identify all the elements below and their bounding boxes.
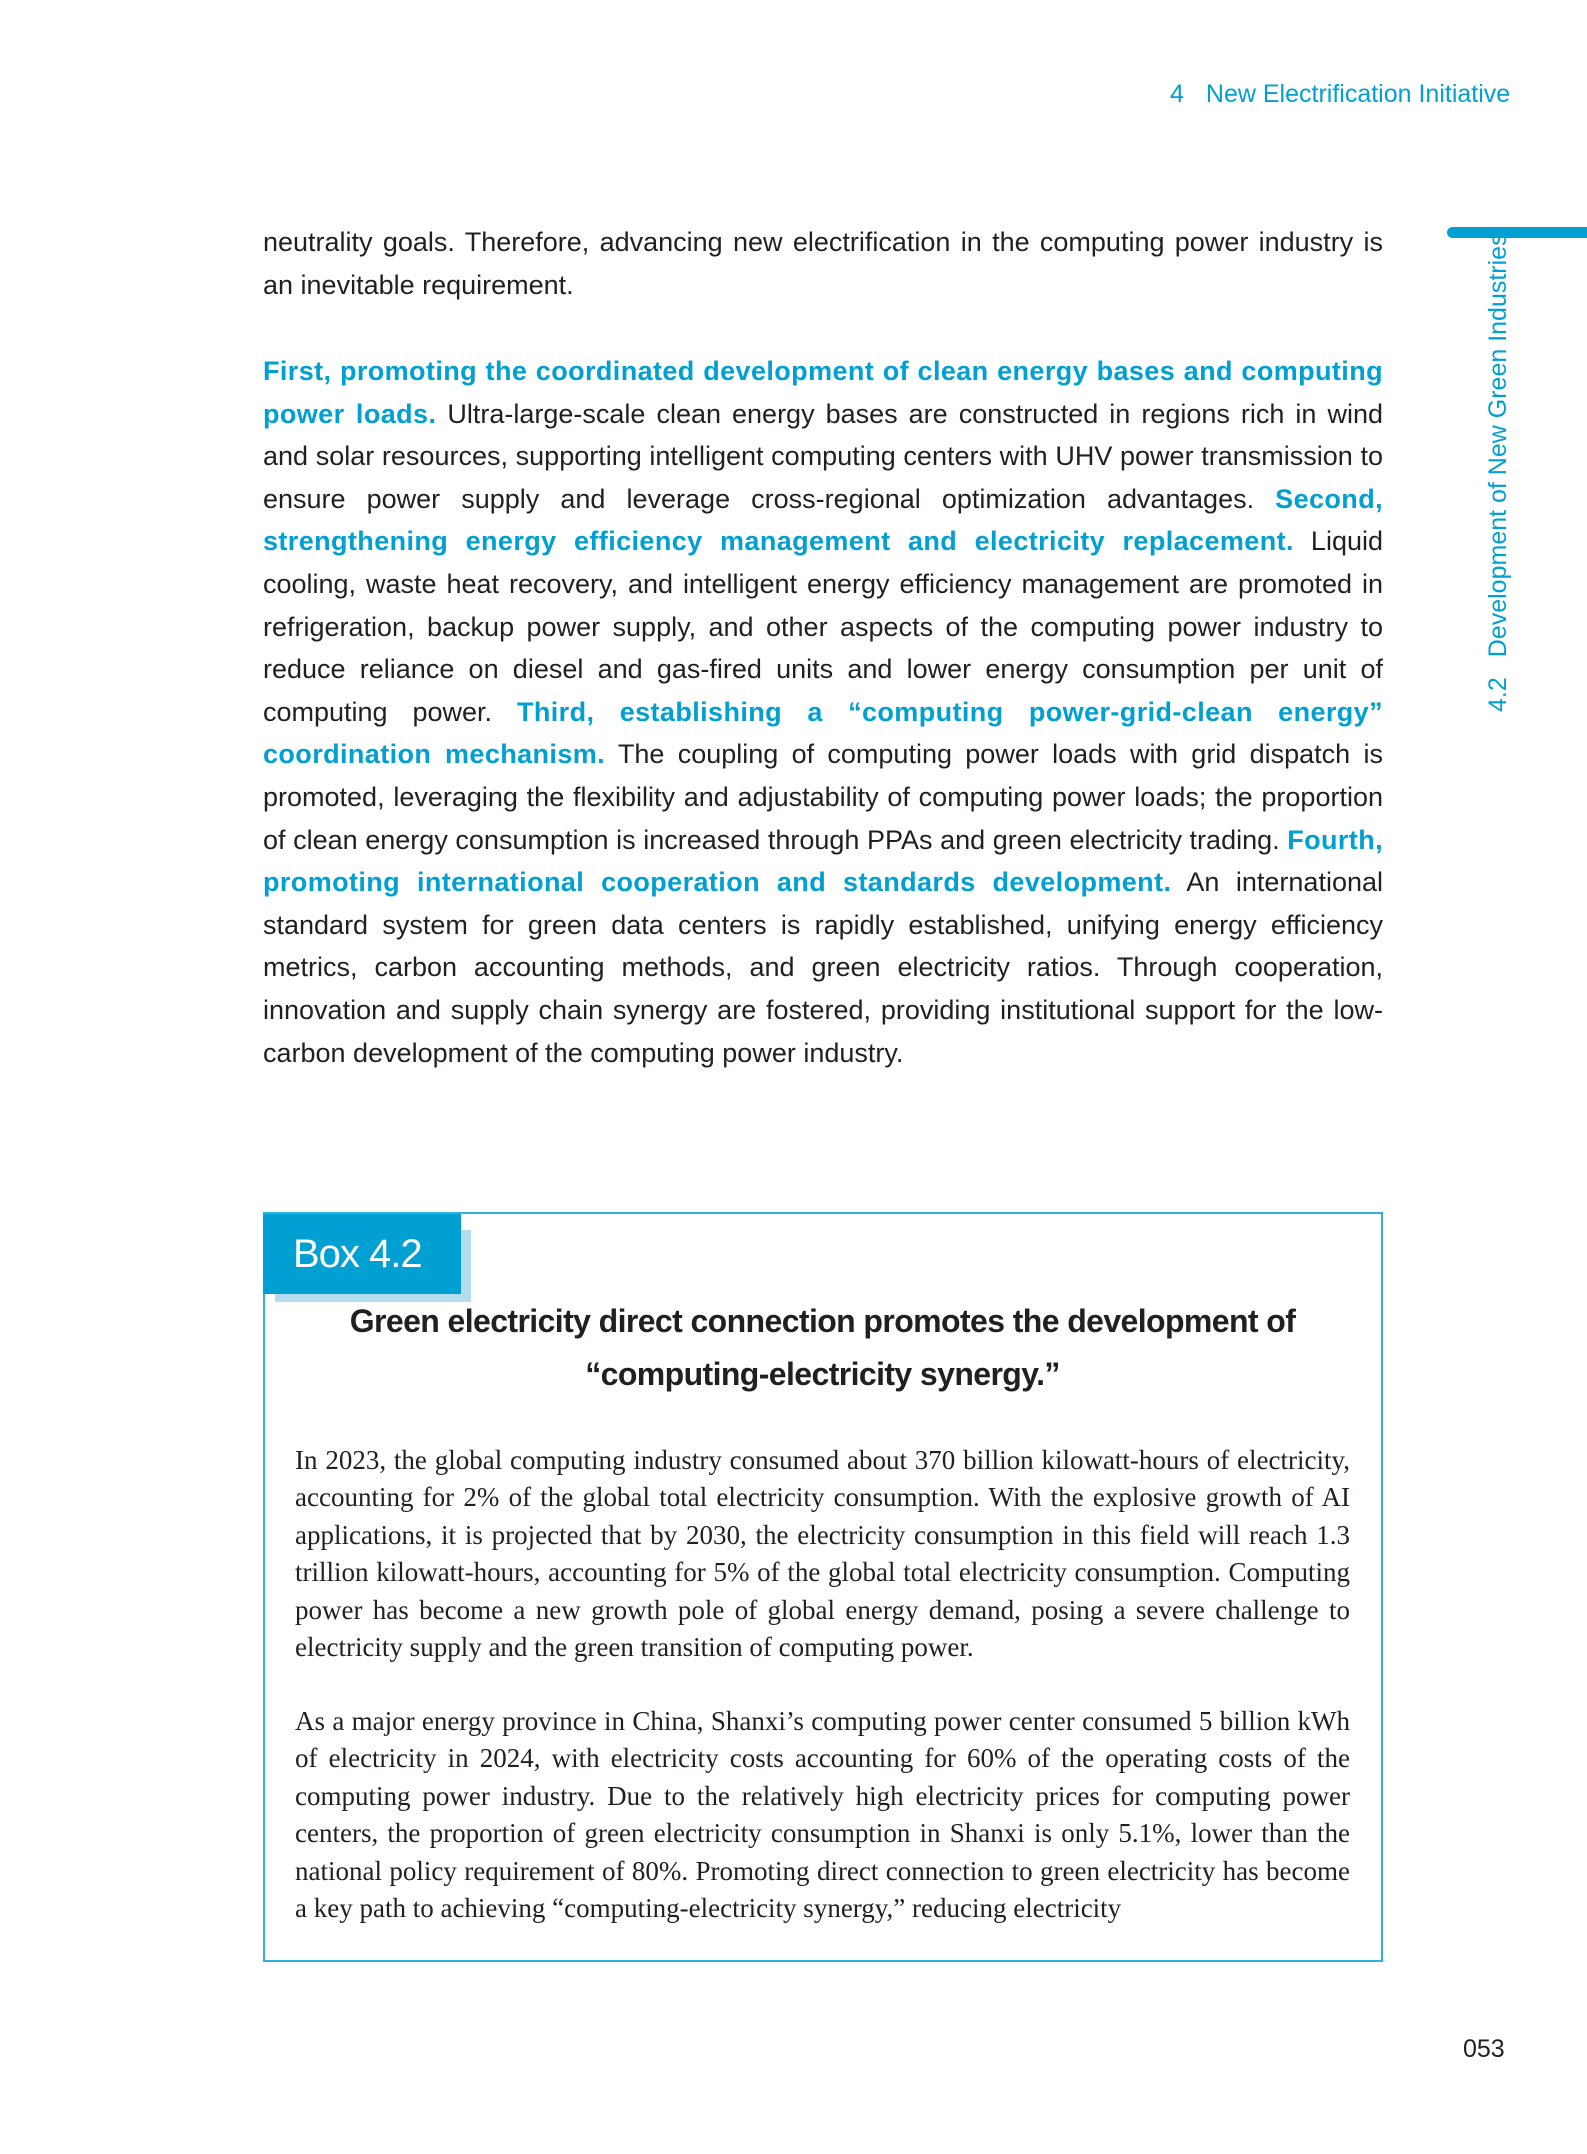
box-label: Box 4.2: [263, 1214, 461, 1294]
box-title-line-1: Green electricity direct connection promotes the development of: [349, 1303, 1296, 1339]
section-number: 4.2: [1484, 677, 1512, 712]
text-segment: Ultra-large-scale clean energy bases are constructed in regions rich in wind and solar resources, supporting intelligent computing centers with UHV power transmission to ensure power supply and leverage cross-regional optimization advantages.: [263, 398, 1383, 514]
section-side-label: [1484, 233, 1513, 712]
box-title: [300, 1295, 1345, 1401]
box-paragraph-2: As a major energy province in China, Shanxi’s computing power center consumed 5 billion kWh of electricity in 2024, with electricity costs accounting for 60% of the operating costs of the computing power industry. Due to the relatively high electricity prices for computing power centers, the proportion of green electricity consumption in Shanxi is only 5.1%, lower than the national policy requirement of 80%. Promoting direct connection to green electricity has become a key path to achieving “computing-electricity synergy,” reducing electricity: [295, 1706, 1350, 1924]
text-segment: The coupling of computing power loads with grid dispatch is promoted, leveraging the flexibility and adjustability of computing power loads; the proportion of clean energy consumption is increased through PPAs and green electricity trading.: [263, 739, 1383, 855]
highlight-fourth: Fourth, promoting international cooperation and standards development.: [263, 824, 1383, 898]
box-paragraph-1: In 2023, the global computing industry consumed about 370 billion kilowatt-hours of electricity, accounting for 2% of the global total electricity consumption. With the explosive growth of AI applications, it is projected that by 2030, the electricity consumption in this field will reach 1.3 trillion kilowatt-hours, accounting for 5% of the global total electricity consumption. Computing power has become a new growth pole of global energy demand, posing a severe challenge to electricity supply and the green transition of computing power.: [295, 1445, 1350, 1663]
chapter-number: 4: [1170, 80, 1184, 108]
body-paragraph-1: neutrality goals. Therefore, advancing new electrification in the computing power industry is an inevitable requirement.: [263, 227, 1383, 300]
chapter-title: New Electrification Initiative: [1205, 80, 1511, 108]
body-paragraph-2: [263, 350, 1383, 1074]
text-segment: Liquid cooling, waste heat recovery, and intelligent energy efficiency management are promoted in refrigeration, backup power supply, and other aspects of the computing power industry to reduce reliance on diesel and gas-fired units and lower energy consumption per unit of computing power.: [263, 526, 1383, 727]
page-number: 053: [1463, 2035, 1505, 2063]
highlight-first: First, promoting the coordinated development of clean energy bases and computing power loads.: [263, 356, 1383, 429]
highlight-second: Second, strengthening energy efficiency management and electricity replacement.: [263, 483, 1383, 557]
section-tab-bar: [1447, 227, 1587, 238]
running-header: [1170, 80, 1510, 109]
section-title: Development of New Green Industries: [1484, 233, 1512, 658]
box-title-line-2: “computing-electricity synergy.”: [585, 1356, 1060, 1392]
highlight-third: Third, establishing a “computing power-grid-clean energy” coordination mechanism.: [263, 696, 1383, 770]
text-segment: An international standard system for green data centers is rapidly established, unifying energy efficiency metrics, carbon accounting methods, and green electricity ratios. Through cooperation, innovation and supply chain synergy are fostered, providing institutional support for the low-carbon development of the computing power industry.: [263, 867, 1383, 1068]
